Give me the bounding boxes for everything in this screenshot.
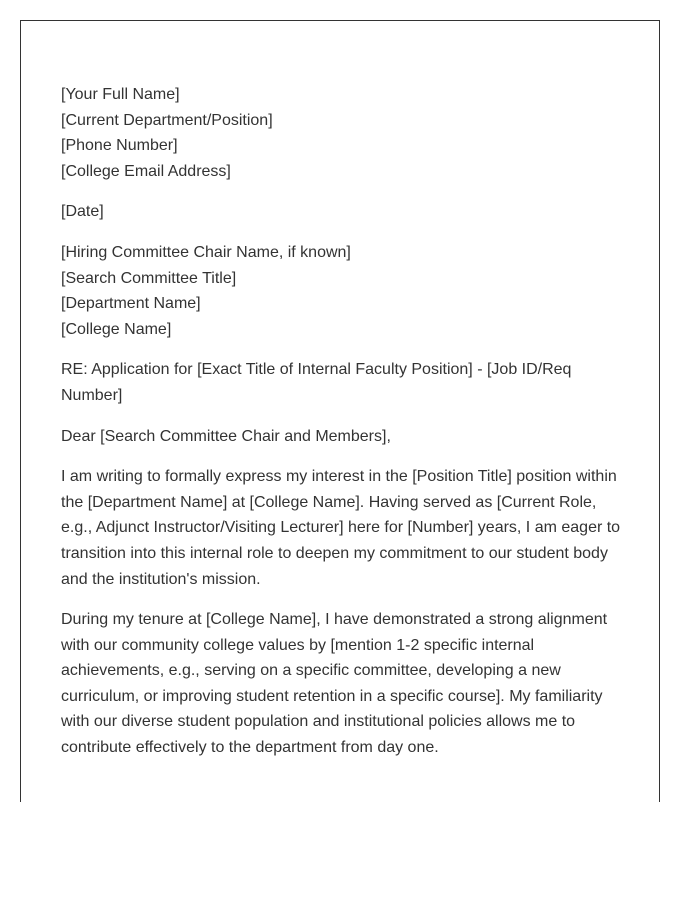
letter-body <box>61 82 631 761</box>
recipient-college: [College Name] <box>61 320 172 338</box>
recipient-chair-name: [Hiring Committee Chair Name, if known] <box>61 243 351 261</box>
letter-date: [Date] <box>61 203 104 221</box>
sender-name: [Your Full Name] <box>61 86 180 103</box>
subject-line: RE: Application for [Exact Title of Internal Faculty Position] - [Job ID/Req Number] <box>61 361 572 404</box>
recipient-committee-title: [Search Committee Title] <box>61 269 237 287</box>
body-paragraph: During my tenure at [College Name], I have demonstrated a strong alignment with our community college values by [mention 1-2 specific internal achievements, e.g., serving on a specific committee, developing a new curriculum, or improving student retention in a specific course]. My familiarity with our diverse student population and institutional policies allows me to contribute effectively to the department from day one. <box>61 611 608 757</box>
sender-department-position: [Current Department/Position] <box>61 111 273 129</box>
recipient-department: [Department Name] <box>61 295 201 313</box>
sender-block <box>61 82 631 184</box>
date-block <box>61 199 631 225</box>
sender-phone: [Phone Number] <box>61 137 178 155</box>
recipient-block <box>61 240 631 342</box>
letter-page <box>20 20 660 802</box>
sender-email: [College Email Address] <box>61 162 231 180</box>
body-paragraph: I am writing to formally express my interest in the [Position Title] position within the [Department Name] at [College Name]. Having served as [Current Role, e.g., Adjunct Instructor/Visiting Lecturer] here for [Number] years, I am eager to transition into this internal role to deepen my commitment to our student body and the institution's mission. <box>61 468 621 588</box>
salutation: Dear [Search Committee Chair and Members], <box>61 427 391 445</box>
